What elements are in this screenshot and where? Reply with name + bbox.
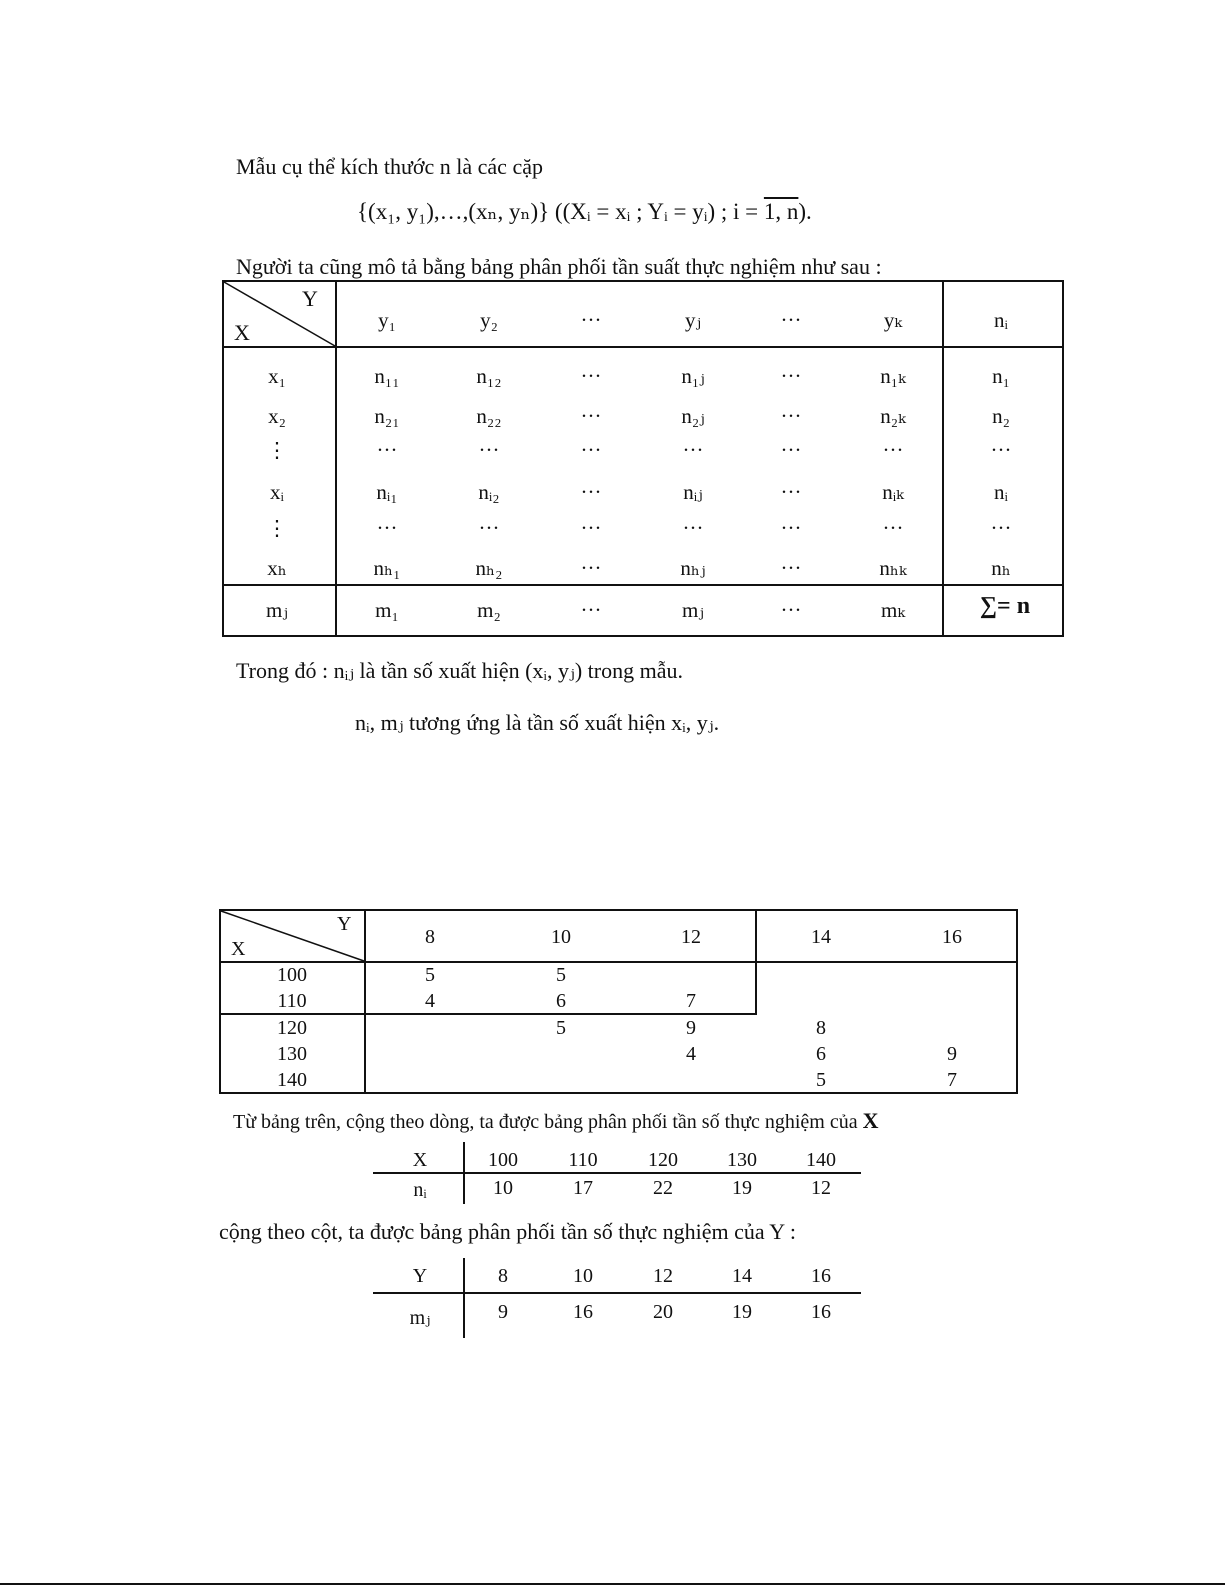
col-header: ··· [580, 308, 602, 332]
group-divider-vertical [755, 909, 757, 1014]
table-cell: ··· [780, 438, 802, 462]
table-cell: nₕⱼ [680, 556, 706, 580]
table-cell: ··· [682, 438, 704, 462]
formula-end: ). [798, 199, 812, 224]
sub-value: 17 [573, 1177, 593, 1199]
note-line-2: nᵢ, mⱼ tương ứng là tần số xuất hiện xᵢ, yⱼ. [355, 710, 720, 735]
row-label: mⱼ [266, 598, 288, 622]
table-cell: 5 [425, 964, 435, 986]
table-cell: n₂₁ [374, 404, 400, 428]
corner-x-label: X [231, 938, 246, 960]
table-cell: n₁ [992, 364, 1010, 388]
head-value: 16 [811, 1265, 831, 1287]
label-divider [463, 1258, 465, 1338]
head-value: 12 [653, 1265, 673, 1287]
table-cell: ··· [580, 480, 602, 504]
col-header: nᵢ [994, 308, 1008, 332]
row-sum-text: Từ bảng trên, cộng theo dòng, ta được bảng phân phối tần số thực nghiệm của [233, 1111, 863, 1133]
table-cell: 5 [556, 1017, 566, 1039]
row-label: 130 [277, 1043, 307, 1065]
table-cell: n₂₂ [476, 404, 502, 428]
sub-value: 19 [732, 1177, 752, 1199]
formula-condition: ((Xᵢ = xᵢ ; Yᵢ = yᵢ) ; i = [554, 199, 764, 224]
group-divider-horizontal [219, 1013, 757, 1015]
head-value: 10 [573, 1265, 593, 1287]
col-header: y₁ [378, 308, 396, 332]
row-sum-variable: X [862, 1108, 879, 1133]
row-label: 100 [277, 964, 307, 986]
table-cell: n₁ₖ [880, 364, 906, 388]
table-cell: ··· [682, 516, 704, 540]
table-cell: nₕ₂ [475, 556, 503, 580]
table-cell: ··· [580, 404, 602, 428]
col-header: 14 [811, 926, 831, 948]
head-value: 130 [727, 1149, 757, 1171]
col-header: ··· [780, 308, 802, 332]
table-cell: n₂ₖ [880, 404, 906, 428]
sub-value: 20 [653, 1301, 673, 1323]
table-cell: ··· [780, 404, 802, 428]
sub-value: 16 [573, 1301, 593, 1323]
table-cell: ··· [780, 598, 802, 622]
corner-y-label: Y [337, 913, 352, 935]
sub-value: 22 [653, 1177, 673, 1199]
table-cell: ··· [990, 516, 1012, 540]
table-cell: ··· [882, 516, 904, 540]
col-header: 8 [425, 926, 435, 948]
corner-y-label: Y [302, 286, 318, 311]
row-sum-sentence [233, 1110, 879, 1132]
table-cell: nᵢ₂ [478, 480, 500, 504]
intro-line-1: Mẫu cụ thể kích thước n là các cặp [236, 154, 543, 179]
table-cell: ··· [780, 516, 802, 540]
table-cell: m₂ [477, 598, 501, 622]
table-cell: nₕₖ [879, 556, 907, 580]
head-value: 8 [498, 1265, 508, 1287]
table-cell: nᵢ [994, 480, 1008, 504]
col-header: 16 [942, 926, 962, 948]
header-rule [373, 1292, 861, 1294]
table-cell: 4 [686, 1043, 696, 1065]
table-cell: mₖ [881, 598, 905, 622]
table-cell: nₕ [991, 556, 1011, 580]
row-label: x₁ [268, 364, 286, 388]
sub-value: 16 [811, 1301, 831, 1323]
example-data-table [219, 909, 1018, 1094]
head-value: 100 [488, 1149, 518, 1171]
intro-line-2: Người ta cũng mô tả bằng bảng phân phối tần suất thực nghiệm như sau : [236, 254, 882, 279]
head-value: 140 [806, 1149, 836, 1171]
head-value: 120 [648, 1149, 678, 1171]
table-cell: nᵢⱼ [683, 480, 703, 504]
table-cell: 4 [425, 990, 435, 1012]
table-cell: n₂ [992, 404, 1010, 428]
col-header: 12 [681, 926, 701, 948]
table-cell: ··· [580, 556, 602, 580]
row-label: ⋮ [266, 516, 288, 540]
table-cell: n₁ⱼ [681, 364, 705, 388]
header-rule [373, 1172, 861, 1174]
sub-label: mⱼ [409, 1307, 431, 1329]
sub-label: nᵢ [413, 1179, 427, 1201]
table-cell: 7 [686, 990, 696, 1012]
y-distribution-table [373, 1258, 861, 1338]
general-frequency-table [222, 280, 1064, 637]
table-cell: 5 [816, 1069, 826, 1091]
table-cell: 5 [556, 964, 566, 986]
sub-value: 12 [811, 1177, 831, 1199]
row-label: ⋮ [266, 438, 288, 462]
table-cell: ··· [580, 598, 602, 622]
table-cell: m₁ [375, 598, 399, 622]
table-cell: ··· [990, 438, 1012, 462]
formula-set: {(x₁, y₁),…,(xₙ, yₙ)} [357, 199, 550, 224]
table-cell: n₁₂ [476, 364, 502, 388]
head-label: X [412, 1149, 428, 1171]
head-label: Y [412, 1265, 428, 1287]
table-cell: mⱼ [682, 598, 704, 622]
table-cell: nᵢₖ [882, 480, 904, 504]
col-header: y₂ [480, 308, 498, 332]
sub-value: 19 [732, 1301, 752, 1323]
row-label: 120 [277, 1017, 307, 1039]
row-label: 140 [277, 1069, 307, 1091]
row-label: xₕ [267, 556, 287, 580]
row-label: xᵢ [270, 480, 284, 504]
col-sum-sentence: cộng theo cột, ta được bảng phân phối tần số thực nghiệm của Y : [219, 1219, 796, 1244]
corner-x-label: X [234, 320, 250, 345]
grand-total-cell: ∑= n [979, 593, 1031, 619]
table-cell: ··· [580, 438, 602, 462]
table-cell: ··· [376, 438, 398, 462]
table-cell: nₕ₁ [373, 556, 401, 580]
table-cell: 7 [947, 1069, 957, 1091]
table-cell: ··· [478, 516, 500, 540]
table-cell: 8 [816, 1017, 826, 1039]
table-cell: ··· [780, 364, 802, 388]
table-cell: ··· [580, 516, 602, 540]
sample-formula [357, 200, 812, 223]
table-cell: ··· [478, 438, 500, 462]
table-cell: 6 [556, 990, 566, 1012]
table-cell: ··· [780, 480, 802, 504]
table-cell: 9 [947, 1043, 957, 1065]
sub-value: 10 [493, 1177, 513, 1199]
sub-value: 9 [498, 1301, 508, 1323]
table-cell: ··· [376, 516, 398, 540]
x-distribution-table [373, 1142, 861, 1206]
label-divider [463, 1142, 465, 1204]
table-cell: n₂ⱼ [681, 404, 705, 428]
table-cell: nᵢ₁ [376, 480, 398, 504]
footer-divider [222, 584, 1064, 586]
head-value: 110 [568, 1149, 598, 1171]
header-divider [222, 346, 1064, 348]
col-header: 10 [551, 926, 571, 948]
table-cell: ··· [780, 556, 802, 580]
head-value: 14 [732, 1265, 752, 1287]
table-cell: n₁₁ [374, 364, 400, 388]
table-cell: ··· [580, 364, 602, 388]
col-header: yⱼ [684, 308, 702, 332]
note-line-1: Trong đó : nᵢⱼ là tần số xuất hiện (xᵢ, yⱼ) trong mẫu. [236, 658, 683, 683]
table-cell: ··· [882, 438, 904, 462]
table-cell: 9 [686, 1017, 696, 1039]
col-header: yₖ [883, 308, 903, 332]
row-label: 110 [277, 990, 307, 1012]
formula-range: 1, n [763, 199, 799, 224]
row-label: x₂ [268, 404, 286, 428]
table-cell: 6 [816, 1043, 826, 1065]
